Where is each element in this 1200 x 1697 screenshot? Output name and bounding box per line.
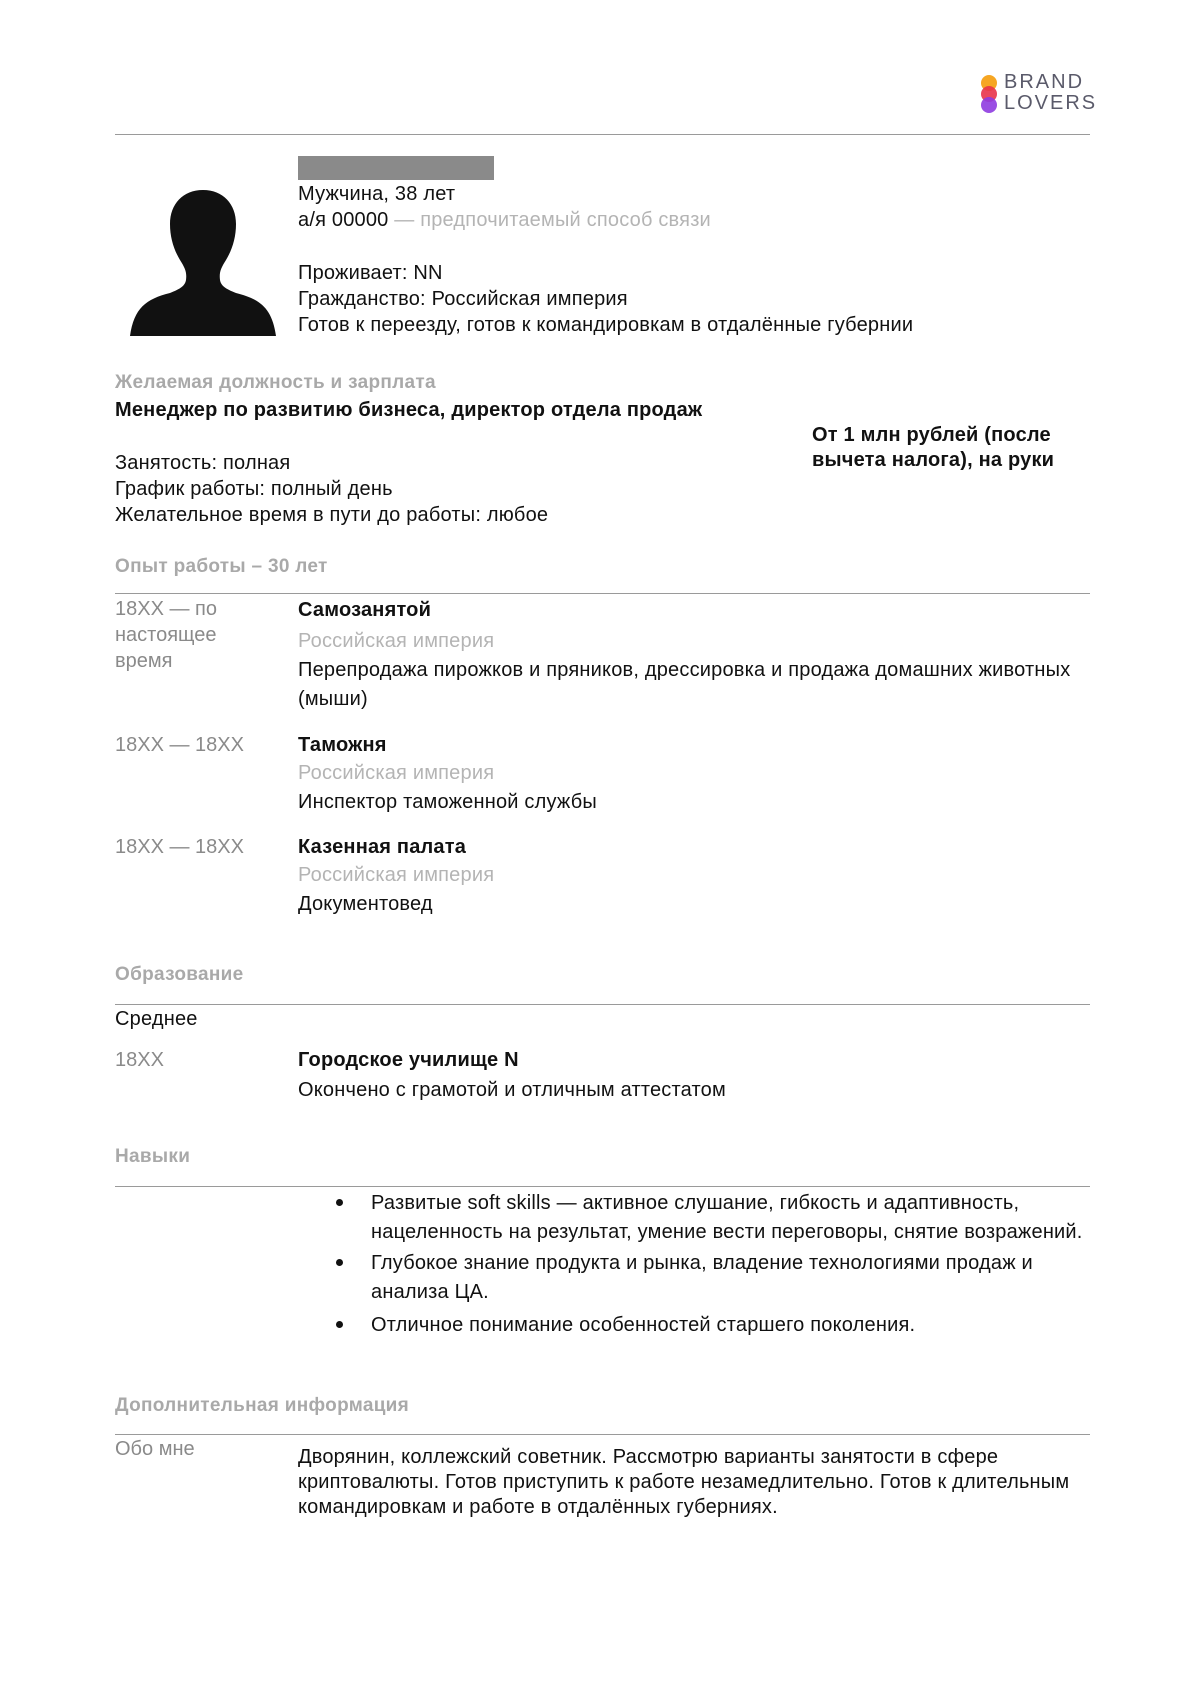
salary: От 1 млн рублей (после вычета налога), на руки (812, 424, 1055, 471)
residence: Проживает: NN (298, 262, 443, 284)
brand-lovers-logo (980, 71, 1098, 116)
experience-desc: Инспектор таможенной службы (298, 791, 597, 813)
experience-date: 18XX — 18XX (115, 836, 244, 858)
section-header-skills: Навыки (115, 1146, 191, 1167)
skill-item: Развитые soft skills — активное слушание, гибкость и адаптивность, нацеленность на результат, умение вести переговоры, снятие возражений. (371, 1189, 1091, 1247)
experience-region: Российская империя (298, 864, 495, 886)
experience-date: 18XX — по настоящее время (115, 598, 217, 672)
gender-age: Мужчина, 38 лет (298, 183, 456, 205)
citizenship: Гражданство: Российская империя (298, 288, 628, 310)
position-title: Менеджер по развитию бизнеса, директор отдела продаж (115, 399, 703, 421)
header-divider (115, 134, 1090, 135)
section-header-additional: Дополнительная информация (115, 1395, 410, 1416)
education-school: Городское училище N (298, 1049, 519, 1071)
schedule: График работы: полный день (115, 478, 393, 500)
contact-line (298, 207, 711, 233)
section-header-education: Образование (115, 964, 244, 985)
experience-divider (115, 593, 1090, 594)
experience-desc: Документовед (298, 893, 433, 915)
experience-date: 18XX — 18XX (115, 734, 244, 756)
bullet-icon (336, 1199, 343, 1206)
experience-org: Таможня (298, 734, 387, 756)
section-header-position: Желаемая должность и зарплата (115, 372, 436, 393)
avatar-silhouette-icon (128, 190, 278, 336)
education-desc: Окончено с грамотой и отличным аттестатом (298, 1079, 726, 1101)
logo-word-lovers: LOVERS (1004, 92, 1098, 114)
experience-desc: Перепродажа пирожков и пряников, дрессировка и продажа домашних животных (мыши) (298, 659, 1071, 710)
skill-item: Глубокое знание продукта и рынка, владение технологиями продаж и анализа ЦА. (371, 1249, 1091, 1307)
experience-region: Российская империя (298, 630, 495, 652)
logo-word-brand: BRAND (1004, 71, 1085, 93)
additional-divider (115, 1434, 1090, 1435)
relocation: Готов к переезду, готов к командировкам в отдалённые губернии (298, 314, 914, 336)
skills-divider (115, 1186, 1090, 1187)
skills-list (371, 1189, 1091, 1340)
commute: Желательное время в пути до работы: любое (115, 504, 549, 526)
about-text: Дворянин, коллежский советник. Рассмотрю варианты занятости в сфере криптовалюты. Готов приступить к работе незамедлительно. Готов к длительным командировкам и работе в отдалённых губерниях. (298, 1446, 1070, 1518)
experience-region: Российская империя (298, 762, 495, 784)
about-label: Обо мне (115, 1438, 195, 1460)
experience-org: Самозанятой (298, 599, 432, 621)
education-date: 18XX (115, 1049, 164, 1071)
contact-note: — предпочитаемый способ связи (388, 209, 711, 231)
skill-item: Отличное понимание особенностей старшего поколения. (371, 1311, 1091, 1340)
contact-value: а/я 00000 (298, 209, 389, 231)
education-divider (115, 1004, 1090, 1005)
bullet-icon (336, 1259, 343, 1266)
employment: Занятость: полная (115, 452, 291, 474)
bullet-icon (336, 1321, 343, 1328)
education-level: Среднее (115, 1008, 198, 1030)
redacted-name (298, 156, 494, 180)
logo-mark-icon (980, 74, 998, 114)
experience-org: Казенная палата (298, 836, 467, 858)
section-header-experience: Опыт работы – 30 лет (115, 556, 328, 577)
